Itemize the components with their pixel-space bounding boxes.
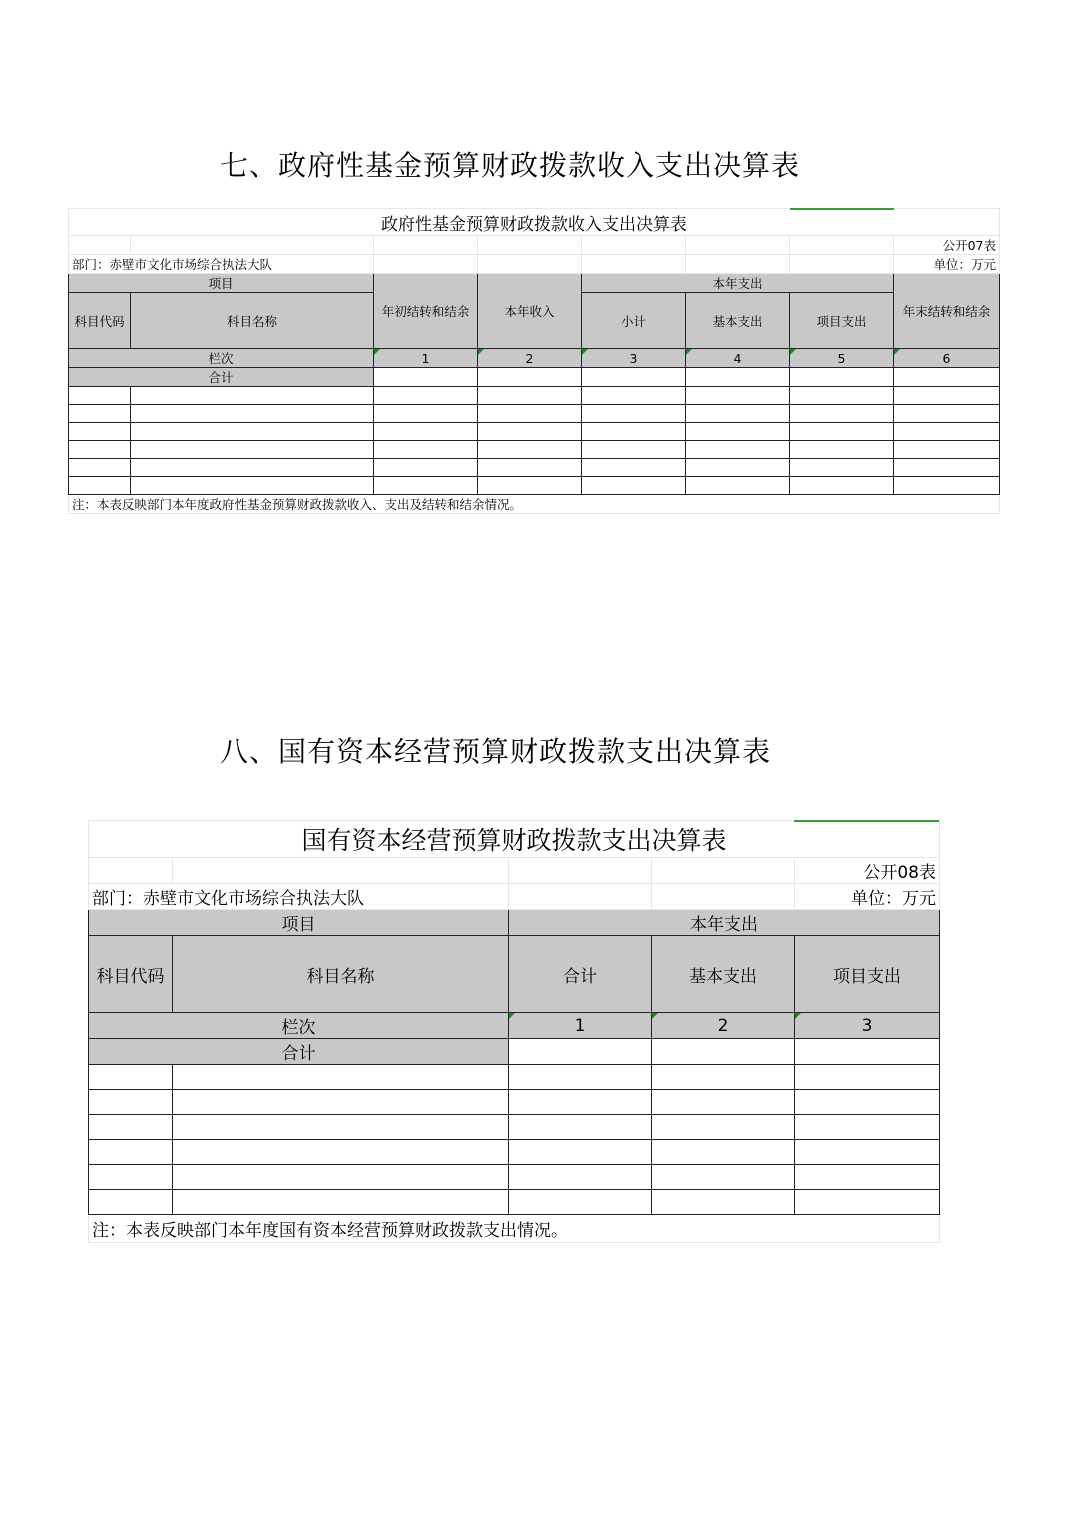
- unit-label: 单位：万元: [894, 255, 1000, 274]
- table-cell[interactable]: [790, 441, 894, 459]
- column-number: 5: [790, 349, 894, 368]
- fund-budget-sheet: [68, 208, 999, 510]
- footnote: 注：本表反映部门本年度国有资本经营预算财政拨款支出情况。: [89, 1215, 940, 1243]
- table-row: [89, 1140, 940, 1165]
- table-cell[interactable]: [686, 405, 790, 423]
- table-cell[interactable]: [582, 387, 686, 405]
- section-heading-fund-budget: 七、政府性基金预算财政拨款收入支出决算表: [220, 149, 801, 182]
- table-cell[interactable]: [795, 1065, 940, 1090]
- table-cell[interactable]: [478, 459, 582, 477]
- header-subtotal: 小计: [582, 293, 686, 349]
- table-cell[interactable]: [89, 1140, 173, 1165]
- table-cell[interactable]: [582, 368, 686, 387]
- table-cell[interactable]: [894, 441, 1000, 459]
- column-number: 2: [652, 1013, 795, 1039]
- table-cell[interactable]: [790, 477, 894, 495]
- table-cell[interactable]: [652, 1090, 795, 1115]
- table-cell[interactable]: [582, 405, 686, 423]
- table-cell[interactable]: [790, 405, 894, 423]
- table-cell[interactable]: [478, 477, 582, 495]
- table-cell[interactable]: [374, 368, 478, 387]
- table-cell[interactable]: [790, 459, 894, 477]
- table-row: [69, 459, 1000, 477]
- table-cell[interactable]: [89, 1065, 173, 1090]
- table-cell[interactable]: [652, 1115, 795, 1140]
- header-carry-end: 年末结转和结余: [894, 274, 1000, 349]
- header-basic: 基本支出: [686, 293, 790, 349]
- table-cell[interactable]: [69, 441, 131, 459]
- table-cell[interactable]: [131, 459, 374, 477]
- table-cell[interactable]: [89, 1090, 173, 1115]
- header-code: 科目代码: [69, 293, 131, 349]
- table-cell[interactable]: [509, 1190, 652, 1215]
- table-cell[interactable]: [686, 459, 790, 477]
- table-row: [69, 477, 1000, 495]
- column-number: 4: [686, 349, 790, 368]
- table-cell[interactable]: [374, 423, 478, 441]
- table-row: [69, 405, 1000, 423]
- table-cell[interactable]: [509, 1165, 652, 1190]
- table-cell[interactable]: [795, 1190, 940, 1215]
- table-cell[interactable]: [131, 441, 374, 459]
- table-cell[interactable]: [894, 405, 1000, 423]
- column-number: 2: [478, 349, 582, 368]
- table-cell[interactable]: [509, 1115, 652, 1140]
- table-cell[interactable]: [89, 1190, 173, 1215]
- table-row: [89, 1165, 940, 1190]
- table-cell[interactable]: [795, 1115, 940, 1140]
- table-cell[interactable]: [131, 477, 374, 495]
- total-label: 合计: [69, 368, 374, 387]
- column-row-label: 栏次: [69, 349, 374, 368]
- table-cell[interactable]: [795, 1090, 940, 1115]
- table-row: [69, 423, 1000, 441]
- table-row: [69, 387, 1000, 405]
- table-cell[interactable]: [173, 1190, 509, 1215]
- table-cell[interactable]: [478, 387, 582, 405]
- total-label: 合计: [89, 1039, 509, 1065]
- table-cell[interactable]: [582, 459, 686, 477]
- table-cell[interactable]: [790, 423, 894, 441]
- header-expense-group: 本年支出: [582, 274, 894, 293]
- table-cell[interactable]: [374, 387, 478, 405]
- column-number-row: [69, 349, 1000, 368]
- total-row: [69, 368, 1000, 387]
- table-cell[interactable]: [790, 387, 894, 405]
- table-cell[interactable]: [790, 368, 894, 387]
- column-number: 3: [582, 349, 686, 368]
- header-item: 项目: [69, 274, 374, 293]
- sheet-title: 国有资本经营预算财政拨款支出决算表: [89, 821, 940, 858]
- table-cell[interactable]: [173, 1090, 509, 1115]
- section-heading-state-capital: 八、国有资本经营预算财政拨款支出决算表: [220, 735, 772, 768]
- table-cell[interactable]: [374, 477, 478, 495]
- form-number: 公开08表: [795, 858, 940, 884]
- table-cell[interactable]: [374, 405, 478, 423]
- table-cell[interactable]: [509, 1065, 652, 1090]
- table-cell[interactable]: [173, 1165, 509, 1190]
- table-cell[interactable]: [582, 441, 686, 459]
- footnote: 注：本表反映部门本年度政府性基金预算财政拨款收入、支出及结转和结余情况。: [69, 495, 1000, 514]
- column-number: 1: [374, 349, 478, 368]
- table-cell[interactable]: [795, 1140, 940, 1165]
- table-cell[interactable]: [69, 405, 131, 423]
- column-row-label: 栏次: [89, 1013, 509, 1039]
- table-cell[interactable]: [686, 368, 790, 387]
- header-project: 项目支出: [795, 936, 940, 1013]
- table-cell[interactable]: [894, 423, 1000, 441]
- header-expense-group: 本年支出: [509, 910, 940, 936]
- table-cell[interactable]: [509, 1090, 652, 1115]
- table-cell[interactable]: [69, 477, 131, 495]
- table-cell[interactable]: [509, 1039, 652, 1065]
- table-cell[interactable]: [686, 423, 790, 441]
- table-cell[interactable]: [131, 405, 374, 423]
- column-number: 3: [795, 1013, 940, 1039]
- table-cell[interactable]: [894, 477, 1000, 495]
- table-cell[interactable]: [374, 459, 478, 477]
- cell-selection-indicator: [790, 208, 894, 210]
- table-row: [89, 1090, 940, 1115]
- column-number: 1: [509, 1013, 652, 1039]
- table-cell[interactable]: [131, 423, 374, 441]
- header-income: 本年收入: [478, 274, 582, 349]
- table-cell[interactable]: [173, 1140, 509, 1165]
- table-cell[interactable]: [795, 1165, 940, 1190]
- header-carry-start: 年初结转和结余: [374, 274, 478, 349]
- table-cell[interactable]: [686, 477, 790, 495]
- state-capital-sheet: [88, 820, 939, 1241]
- column-number: 6: [894, 349, 1000, 368]
- table-cell[interactable]: [478, 405, 582, 423]
- table-cell[interactable]: [89, 1115, 173, 1140]
- cell-selection-indicator: [794, 820, 939, 822]
- table-cell[interactable]: [652, 1039, 795, 1065]
- department-label: 部门：赤壁市文化市场综合执法大队: [69, 255, 374, 274]
- table-cell[interactable]: [374, 441, 478, 459]
- header-item: 项目: [89, 910, 509, 936]
- table-cell[interactable]: [652, 1165, 795, 1190]
- header-project: 项目支出: [790, 293, 894, 349]
- header-basic: 基本支出: [652, 936, 795, 1013]
- table-cell[interactable]: [652, 1065, 795, 1090]
- header-name: 科目名称: [131, 293, 374, 349]
- table-cell[interactable]: [478, 423, 582, 441]
- form-number: 公开07表: [894, 236, 1000, 255]
- table-cell[interactable]: [69, 387, 131, 405]
- table-cell[interactable]: [795, 1039, 940, 1065]
- table-row: [89, 1065, 940, 1090]
- sheet-title: 政府性基金预算财政拨款收入支出决算表: [69, 209, 1000, 236]
- table-cell[interactable]: [686, 441, 790, 459]
- table-cell[interactable]: [652, 1190, 795, 1215]
- unit-label: 单位：万元: [795, 884, 940, 910]
- column-number-row: [89, 1013, 940, 1039]
- table-cell[interactable]: [478, 441, 582, 459]
- table-cell[interactable]: [509, 1140, 652, 1165]
- table-cell[interactable]: [652, 1140, 795, 1165]
- table-cell[interactable]: [173, 1065, 509, 1090]
- header-code: 科目代码: [89, 936, 173, 1013]
- table-cell[interactable]: [478, 368, 582, 387]
- table-cell[interactable]: [686, 387, 790, 405]
- table-row: [89, 1190, 940, 1215]
- table-cell[interactable]: [131, 387, 374, 405]
- table-cell[interactable]: [894, 368, 1000, 387]
- table-cell[interactable]: [582, 477, 686, 495]
- header-total: 合计: [509, 936, 652, 1013]
- table-row: [69, 441, 1000, 459]
- table-cell[interactable]: [894, 459, 1000, 477]
- table-row: [89, 1115, 940, 1140]
- header-name: 科目名称: [173, 936, 509, 1013]
- table-cell[interactable]: [89, 1165, 173, 1190]
- total-row: [89, 1039, 940, 1065]
- table-cell[interactable]: [69, 459, 131, 477]
- table-cell[interactable]: [69, 423, 131, 441]
- table-cell[interactable]: [894, 387, 1000, 405]
- table-cell[interactable]: [173, 1115, 509, 1140]
- table-cell[interactable]: [582, 423, 686, 441]
- department-label: 部门：赤壁市文化市场综合执法大队: [89, 884, 509, 910]
